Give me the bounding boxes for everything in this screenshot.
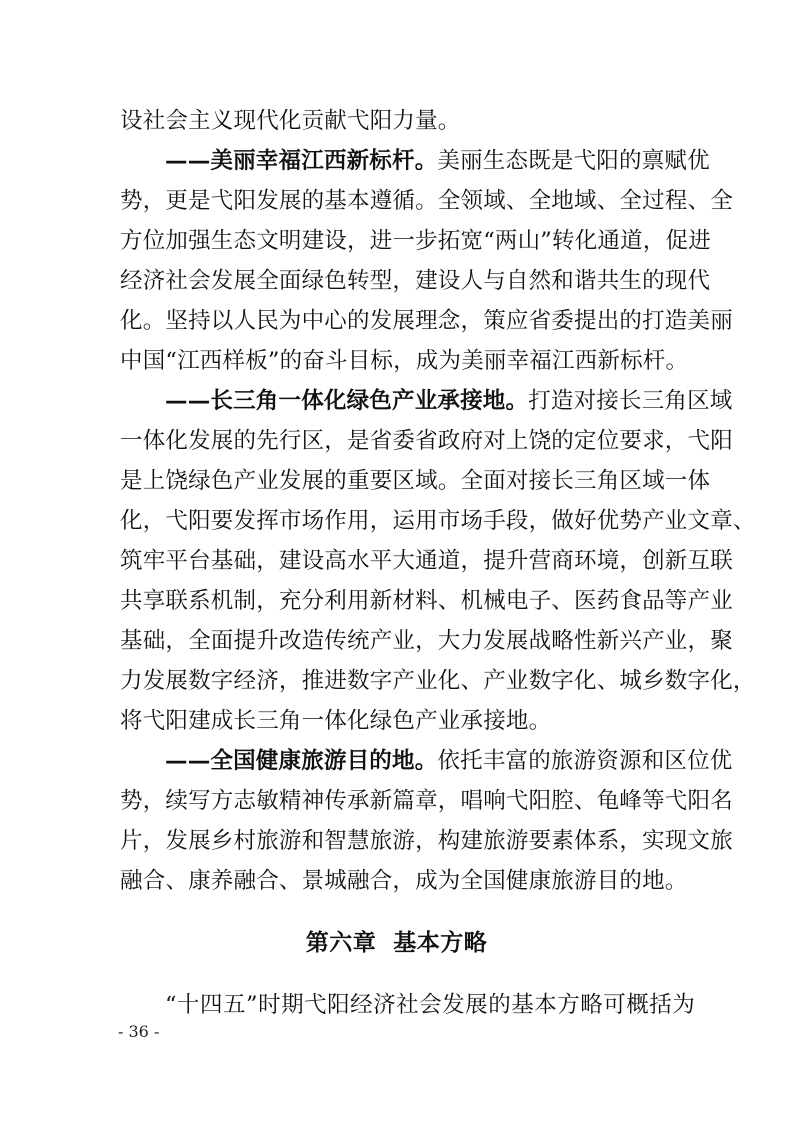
paragraph-line bbox=[120, 186, 733, 216]
paragraph-line bbox=[120, 306, 733, 336]
paragraph-line bbox=[165, 386, 733, 416]
chapter-heading: 第六章 基本方略 bbox=[305, 930, 488, 956]
paragraph-line bbox=[120, 866, 695, 896]
line-text: 是上饶绿色产业发展的重要区域。全面对接长三角区域一体 bbox=[120, 468, 711, 494]
line-text: 基础，全面提升改造传统产业，大力发展战略性新兴产业，聚 bbox=[120, 628, 733, 654]
paragraph-line bbox=[120, 266, 711, 296]
paragraph-line bbox=[120, 786, 733, 816]
page-number: - 36 - bbox=[118, 1022, 160, 1041]
paragraph-line bbox=[120, 586, 733, 616]
line-text: 共享联系机制，充分利用新材料、机械电子、医药食品等产业 bbox=[120, 588, 733, 614]
line-text: 将弋阳建成长三角一体化绿色产业承接地。 bbox=[120, 708, 552, 734]
paragraph-line bbox=[120, 466, 711, 496]
paragraph-line bbox=[120, 666, 756, 696]
line-text: 筑牢平台基础，建设高水平大通道，提升营商环境，创新互联 bbox=[120, 548, 733, 574]
paragraph-line bbox=[120, 426, 733, 456]
paragraph-line bbox=[120, 826, 733, 856]
intro-line bbox=[165, 990, 695, 1020]
line-text: 中国“江西样板”的奋斗目标，成为美丽幸福江西新标杆。 bbox=[120, 348, 689, 374]
line-text: 经济社会发展全面绿色转型，建设人与自然和谐共生的现代 bbox=[120, 268, 711, 294]
paragraph-line bbox=[165, 746, 733, 776]
paragraph-line bbox=[120, 506, 756, 536]
paragraph-line bbox=[120, 706, 695, 736]
line-text: 方位加强生态文明建设，进一步拓宽“两山”转化通道，促进 bbox=[120, 228, 711, 254]
line-text: 势，续写方志敏精神传承新篇章，唱响弋阳腔、龟峰等弋阳名 bbox=[120, 788, 733, 814]
line-text: 美丽生态既是弋阳的禀赋优 bbox=[437, 148, 710, 174]
line-text: 打造对接长三角区域 bbox=[528, 388, 733, 414]
line-text: 一体化发展的先行区，是省委省政府对上饶的定位要求，弋阳 bbox=[120, 428, 733, 454]
paragraph-line bbox=[120, 346, 695, 376]
line-text: 融合、康养融合、景城融合，成为全国健康旅游目的地。 bbox=[120, 868, 688, 894]
line-text: 化，弋阳要发挥市场作用，运用市场手段，做好优势产业文章、 bbox=[120, 508, 756, 534]
line-text: 化。坚持以人民为中心的发展理念，策应省委提出的打造美丽 bbox=[120, 308, 733, 334]
line-text: 片，发展乡村旅游和智慧旅游，构建旅游要素体系，实现文旅 bbox=[120, 828, 733, 854]
line-text: 依托丰富的旅游资源和区位优 bbox=[437, 748, 733, 774]
section-lead: ——全国健康旅游目的地。 bbox=[165, 748, 438, 774]
paragraph-line bbox=[120, 106, 695, 136]
line-text: “十四五”时期弋阳经济社会发展的基本方略可概括为 bbox=[165, 992, 695, 1018]
section-lead: ——美丽幸福江西新标杆。 bbox=[165, 148, 438, 174]
line-text: 力发展数字经济，推进数字产业化、产业数字化、城乡数字化， bbox=[120, 668, 756, 694]
paragraph-line bbox=[165, 146, 710, 176]
line-text: 势，更是弋阳发展的基本遵循。全领域、全地域、全过程、全 bbox=[120, 188, 733, 214]
section-lead: ——长三角一体化绿色产业承接地。 bbox=[165, 388, 529, 414]
paragraph-line bbox=[120, 226, 711, 256]
paragraph-line bbox=[120, 546, 733, 576]
line-text: 设社会主义现代化贡献弋阳力量。 bbox=[120, 108, 461, 134]
paragraph-line bbox=[120, 626, 733, 656]
